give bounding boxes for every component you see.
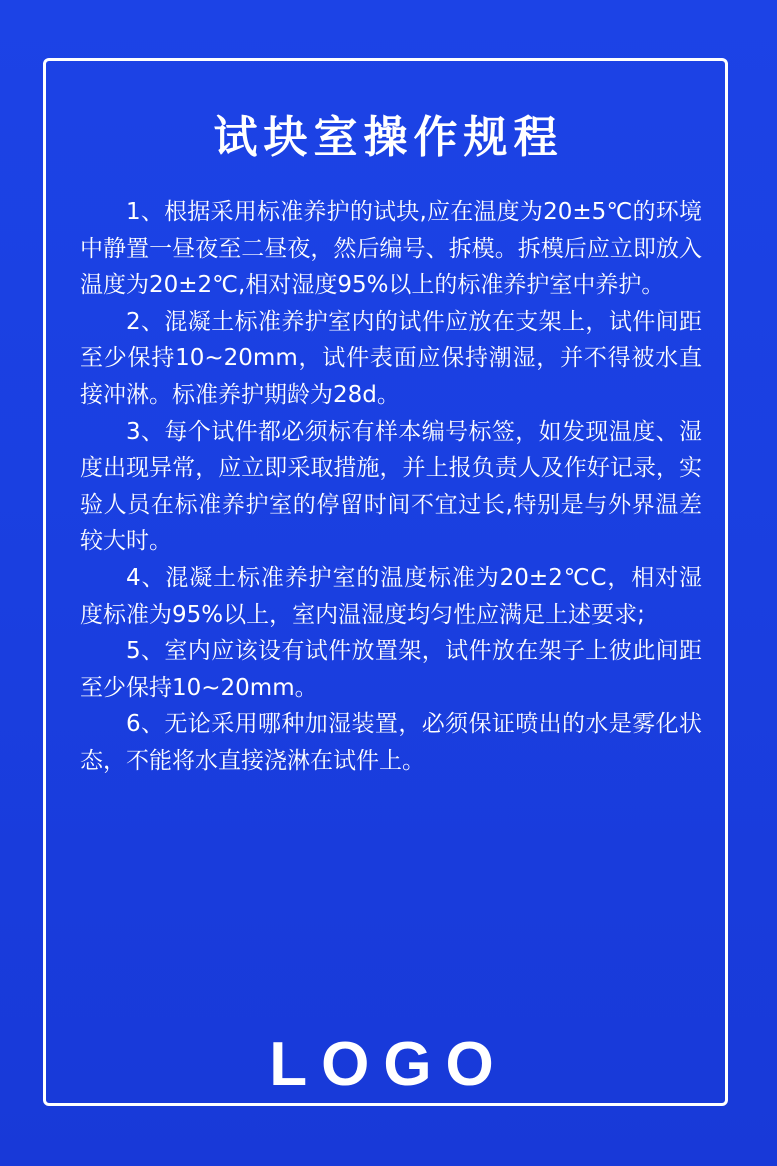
rules-list — [80, 194, 702, 780]
rule-item-1: 1、根据采用标准养护的试块,应在温度为20±5℃的环境中静置一昼夜至二昼夜，然后编号、拆模。拆模后应立即放入温度为20±2℃,相对湿度95%以上的标准养护室中养护。 — [80, 199, 702, 299]
rule-item-5: 5、室内应该设有试件放置架，试件放在架子上彼此间距至少保持10~20mm。 — [80, 638, 702, 701]
rule-item-4: 4、混凝土标准养护室的温度标准为20±2℃C，相对湿度标准为95%以上，室内温湿度均匀性应满足上述要求; — [80, 564, 702, 628]
rule-item-3: 3、每个试件都必须标有样本编号标签，如发现温度、湿度出现异常，应立即采取措施，并上报负责人及作好记录，实验人员在标准养护室的停留时间不宜过长,特别是与外界温差较大时。 — [80, 418, 702, 555]
sign-title: 试块室操作规程 — [213, 112, 564, 163]
rule-item-6: 6、无论采用哪种加湿装置，必须保证喷出的水是雾化状态，不能将水直接浇淋在试件上。 — [80, 711, 702, 774]
rule-item-2: 2、混凝土标准养护室内的试件应放在支架上，试件间距至少保持10~20mm，试件表面应保持潮湿，并不得被水直接冲淋。标准养护期龄为28d。 — [80, 308, 702, 408]
logo-text: LOGO — [269, 1030, 508, 1099]
